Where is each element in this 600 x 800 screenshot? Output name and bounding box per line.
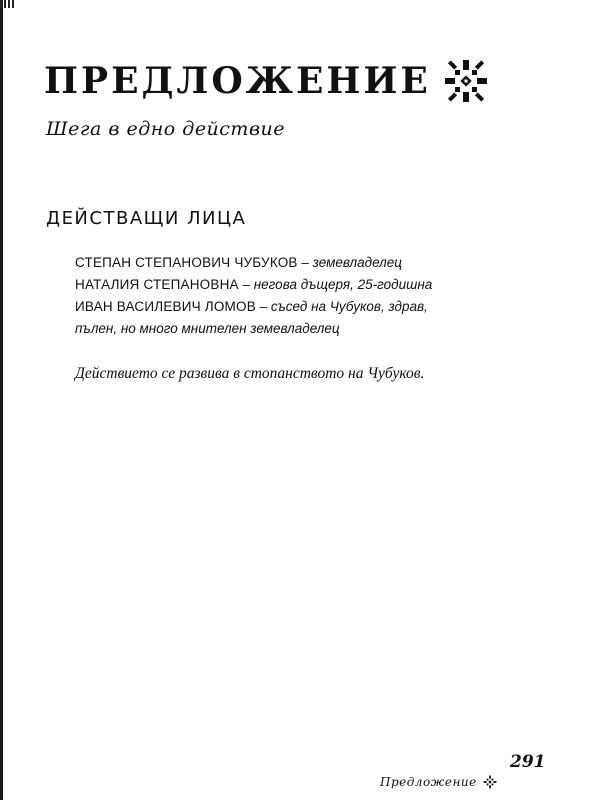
folk-ornament-icon <box>443 58 489 104</box>
cast-member-name: ИВАН ВАСИЛЕВИЧ ЛОМОВ <box>75 299 256 314</box>
cast-member-description-continued: пълен, но много мнителен земевладелец <box>75 321 340 336</box>
running-title: Предложение <box>380 775 477 789</box>
page-title: ПРЕДЛОЖЕНИЕ <box>44 60 431 102</box>
cast-heading: ДЕЙСТВАЩИ ЛИЦА <box>46 208 247 229</box>
stage-setting-note: Действието се развива в стопанството на Чубуков. <box>75 365 425 382</box>
cast-member <box>75 252 575 274</box>
running-footer <box>380 775 497 789</box>
cast-member-description: – негова дъщеря, 25-годишна <box>238 277 433 292</box>
cast-member-continuation <box>75 318 575 340</box>
cast-member <box>75 296 575 318</box>
folk-ornament-icon <box>483 775 497 789</box>
page-number: 291 <box>510 752 546 772</box>
title-row <box>44 58 489 104</box>
cast-member-description: – земевладелец <box>297 255 402 270</box>
cast-member-description: – съсед на Чубуков, здрав, <box>255 299 428 314</box>
play-subtitle: Шега в едно действие <box>46 118 285 140</box>
cast-member <box>75 274 575 296</box>
cast-member-name: СТЕПАН СТЕПАНОВИЧ ЧУБУКОВ <box>75 255 298 270</box>
cast-member-name: НАТАЛИЯ СТЕПАНОВНА <box>75 277 239 292</box>
cast-list <box>75 252 575 340</box>
page-edge-rule <box>0 0 3 800</box>
scan-corner-mark <box>0 0 14 8</box>
